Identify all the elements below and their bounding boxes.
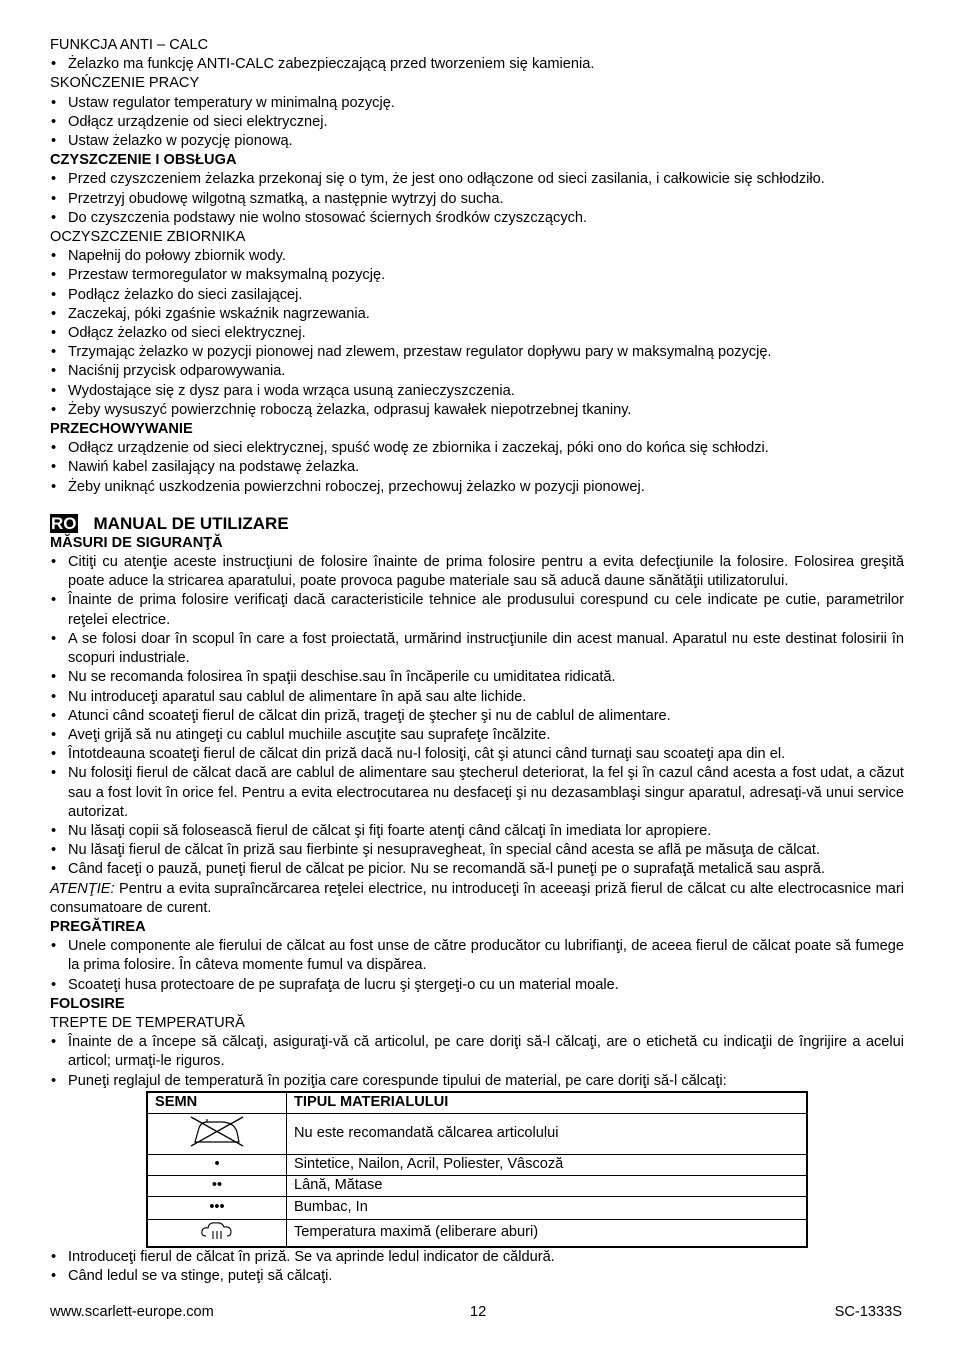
list-item: • Nu introduceţi aparatul sau cablul de alimentare în apă sau alte lichide. — [50, 688, 904, 707]
tank-list — [50, 247, 904, 420]
list-item: • Przed czyszczeniem żelazka przekonaj się o tym, że jest ono odłączone od sieci zasilania, i całkowicie się schłodziło. — [50, 170, 904, 189]
list-item: • Naciśnij przycisk odparowywania. — [50, 362, 904, 381]
cleaning-heading: CZYSZCZENIE I OBSŁUGA — [50, 152, 237, 169]
list-item: • Ustaw żelazko w pozycję pionową. — [50, 132, 904, 151]
anticalc-list — [50, 55, 904, 74]
storage-heading: PRZECHOWYWANIE — [50, 421, 193, 438]
list-item: • Nu folosiţi fierul de călcat dacă are cablul de alimentare sau ştecherul deteriorat, la fel şi în cazul când acesta a fost udat, a căzut sau a fost lovit în orice fel. Pentru a evita electrocutarea nu desfaceţi şi nu dezasamblaşi singur aparatul, adresaţi-vă unui service autorizat. — [50, 764, 904, 822]
temp-list — [50, 1033, 904, 1091]
list-item: • Trzymając żelazko w pozycji pionowej nad zlewem, przestaw regulator dopływu pary w maksymalną pozycję. — [50, 343, 904, 362]
sign-cell: •• — [147, 1175, 287, 1196]
list-item: • Întotdeauna scoateţi fierul de călcat din priză dacă nu-l folosiţi, cât şi atunci când turnaţi sau scoateţi apa din el. — [50, 745, 904, 764]
table-row — [147, 1196, 807, 1219]
anticalc-heading: FUNKCJA ANTI – CALC — [50, 37, 209, 53]
model-number: SC-1333S — [834, 1304, 902, 1320]
warning-note — [50, 880, 904, 918]
list-item: • Atunci când scoateţi fierul de călcat din priză, trageţi de ştecher şi nu de cablul de alimentare. — [50, 707, 904, 726]
list-item: • Nu se recomanda folosirea în spaţii deschise.sau în încăperile cu umiditatea ridicată. — [50, 668, 904, 687]
page-number: 12 — [470, 1304, 487, 1320]
prep-heading: PREGĂTIREA — [50, 918, 146, 935]
type-cell: Lână, Mătase — [287, 1175, 808, 1196]
cleaning-list — [50, 170, 904, 228]
table-row — [147, 1219, 807, 1247]
after-list — [50, 1248, 904, 1286]
table-row — [147, 1154, 807, 1175]
temp-heading: TREPTE DE TEMPERATURĂ — [50, 1014, 245, 1031]
list-item: • Wydostające się z dysz para i woda wrząca usuną zanieczyszczenia. — [50, 382, 904, 401]
ro-section-header — [50, 514, 904, 534]
list-item: • Odłącz urządzenie od sieci elektrycznej. — [50, 113, 904, 132]
storage-list — [50, 439, 904, 497]
list-item: • Napełnij do połowy zbiornik wody. — [50, 247, 904, 266]
list-item: • Odłącz urządzenie od sieci elektrycznej, spuść wodę ze zbiornika i zaczekaj, póki ono do końca się schłodzi. — [50, 439, 904, 458]
section-gap — [50, 497, 904, 514]
list-item: • Aveţi grijă să nu atingeţi cu cablul muchiile ascuţite sau suprafeţe încălzite. — [50, 726, 904, 745]
table-row — [147, 1175, 807, 1196]
finish-heading: SKOŃCZENIE PRACY — [50, 75, 200, 92]
tank-heading: OCZYSZCZENIE ZBIORNIKA — [50, 229, 246, 246]
safety-list — [50, 553, 904, 879]
list-item: • Nu lăsaţi fierul de călcat în priză sau fierbinte şi nesupravegheat, în special când acesta se află pe măsuţa de călcat. — [50, 841, 904, 860]
list-item: • Przetrzyj obudowę wilgotną szmatką, a następnie wytrzyj do sucha. — [50, 190, 904, 209]
list-item: • Podłącz żelazko do sieci zasilającej. — [50, 286, 904, 305]
header-sign: SEMN — [147, 1092, 287, 1114]
language-tag: RO — [51, 514, 77, 534]
header-type: TIPUL MATERIALULUI — [287, 1092, 808, 1114]
manual-page — [50, 36, 904, 1287]
list-item: • Odłącz żelazko od sieci elektrycznej. — [50, 324, 904, 343]
list-item: • Do czyszczenia podstawy nie wolno stosować ściernych środków czyszczących. — [50, 209, 904, 228]
list-item: • Żeby uniknąć uszkodzenia powierzchni roboczej, przechowuj żelazko w pozycji pionowej. — [50, 478, 904, 497]
temperature-table — [146, 1091, 808, 1248]
list-item: • Când ledul se va stinge, puteţi să călcaţi. — [50, 1267, 904, 1286]
list-item: • A se folosi doar în scopul în care a fost proiectată, urmărind instrucţiunile din acest manual. Aparatul nu este destinat folosirii în scopuri industriale. — [50, 630, 904, 668]
list-item: • Când faceţi o pauză, puneţi fierul de călcat pe picior. Nu se recomandă să-l puneţi pe o suprafaţă metalică sau aspră. — [50, 860, 904, 879]
type-cell: Sintetice, Nailon, Acril, Poliester, Vâscoză — [287, 1154, 808, 1175]
type-cell: Nu este recomandată călcarea articolului — [287, 1113, 808, 1154]
list-item: • Citiţi cu atenţie aceste instrucţiuni de folosire înainte de prima folosire pentru a evita defecţiunile la folosire. Folosirea greşită poate aduce la stricarea aparatului, poate provoca pagube materiale sau să aducă daune sănătăţii utilizatorului. — [50, 553, 904, 591]
list-item: • Puneţi reglajul de temperatură în poziţia care corespunde tipului de material, pe care doriţi să-l călcaţi: — [50, 1072, 904, 1091]
list-item: • Înainte de prima folosire verificaţi dacă caracteristicile tehnice ale produsului corespund cu cele indicate pe cutie, parametrilor reţelei electrice. — [50, 591, 904, 629]
no-iron-icon — [187, 1114, 247, 1148]
type-cell: Bumbac, In — [287, 1196, 808, 1219]
list-item: • Scoateţi husa protectoare de pe suprafaţa de lucru şi ştergeţi-o cu un material moale. — [50, 976, 904, 995]
list-item: • Żeby wysuszyć powierzchnię roboczą żelazka, odprasuj kawałek niepotrzebnej tkaniny. — [50, 401, 904, 420]
sign-cell: ••• — [147, 1196, 287, 1219]
website-link: www.scarlett-europe.com — [50, 1304, 214, 1320]
prep-list — [50, 937, 904, 995]
manual-title: MANUAL DE UTILIZARE — [93, 513, 289, 533]
warning-label: ATENŢIE: — [50, 880, 115, 897]
safety-heading: MĂSURI DE SIGURANŢĂ — [50, 534, 223, 551]
list-item: • Przestaw termoregulator w maksymalną pozycję. — [50, 266, 904, 285]
list-item: • Nawiń kabel zasilający na podstawę żelazka. — [50, 458, 904, 477]
list-item: • Introduceţi fierul de călcat în priză. Se va aprinde ledul indicator de căldură. — [50, 1248, 904, 1267]
type-cell: Temperatura maximă (eliberare aburi) — [287, 1219, 808, 1247]
finish-list — [50, 94, 904, 152]
list-item: • Ustaw regulator temperatury w minimalną pozycję. — [50, 94, 904, 113]
table-header-row — [147, 1092, 807, 1114]
sign-cell — [147, 1219, 287, 1247]
use-heading: FOLOSIRE — [50, 995, 125, 1012]
table-row — [147, 1113, 807, 1154]
warning-text: Pentru a evita supraîncărcarea reţelei electrice, nu introduceţi în aceeaşi priză fierul de călcat cu alte electrocasnice mari consumatoare de curent. — [50, 880, 904, 916]
sign-cell — [147, 1113, 287, 1154]
list-item: • Unele componente ale fierului de călcat au fost unse de către producător cu lubrifianţi, de aceea fierul de călcat poate să fumege la prima folosire. În câteva momente fumul va dispărea. — [50, 937, 904, 975]
list-item: • Nu lăsaţi copii să folosească fierul de călcat şi fiţi foarte atenţi când călcaţi în imediata lor apropiere. — [50, 822, 904, 841]
list-item: • Zaczekaj, póki zgaśnie wskaźnik nagrzewania. — [50, 305, 904, 324]
list-item: • Żelazko ma funkcję ANTI-CALC zabezpieczającą przed tworzeniem się kamienia. — [50, 55, 904, 74]
steam-icon — [200, 1220, 234, 1240]
list-item: • Înainte de a începe să călcaţi, asiguraţi-vă că articolul, pe care doriţi să-l călcaţi, are o etichetă cu indicaţii de îngrijire a acelui articol; urmaţi-le riguros. — [50, 1033, 904, 1071]
sign-cell: • — [147, 1154, 287, 1175]
